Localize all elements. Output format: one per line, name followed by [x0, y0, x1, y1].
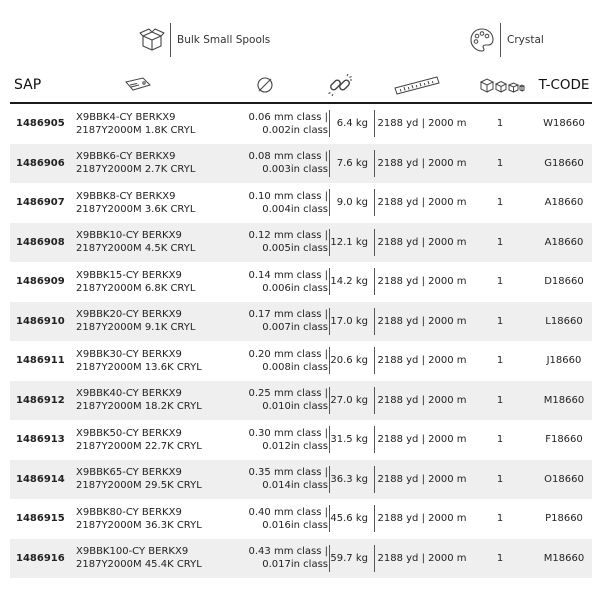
diameter-mm: 0.08 mm class |: [248, 151, 328, 163]
banner-divider: [170, 23, 171, 57]
diameter-mm: 0.10 mm class |: [248, 190, 328, 202]
diameter-mm: 0.06 mm class |: [248, 111, 328, 123]
description-line-1: X9BBK15-CY BERKX9: [76, 269, 182, 281]
breaking-strength-cell: 36.3 kg: [330, 473, 368, 485]
tcode-cell: F18660: [545, 434, 583, 446]
table-row: [10, 183, 592, 223]
banner-divider: [500, 23, 501, 57]
diameter-mm: 0.35 mm class |: [248, 467, 328, 479]
breaking-strength-cell: 12.1 kg: [330, 236, 368, 248]
breaking-strength-cell: 6.4 kg: [336, 118, 368, 130]
diameter-cell: [218, 460, 328, 500]
tcode-cell: M18660: [543, 394, 585, 406]
description-cell: [76, 144, 226, 184]
description-cell: [76, 341, 226, 381]
table-row: [10, 499, 592, 539]
length-cell: 2188 yd | 2000 m: [377, 197, 467, 209]
description-line-2: 2187Y2000M 2.7K CRYL: [76, 164, 196, 176]
description-cell: [76, 223, 226, 263]
top-banner: [0, 0, 600, 60]
description-line-1: X9BBK6-CY BERKX9: [76, 151, 176, 163]
product-table: [10, 104, 592, 578]
length-cell: 2188 yd | 2000 m: [377, 434, 467, 446]
quantity-cell: 1: [496, 236, 504, 248]
tcode-cell: L18660: [545, 315, 583, 327]
diameter-cell: [218, 144, 328, 184]
description-line-2: 2187Y2000M 9.1K CRYL: [76, 322, 196, 334]
diameter-icon: [250, 68, 280, 102]
length-cell: 2188 yd | 2000 m: [377, 315, 467, 327]
quantity-cell: 1: [496, 157, 504, 169]
diameter-inch: 0.002in class: [262, 124, 328, 136]
description-line-2: 2187Y2000M 45.4K CRYL: [76, 559, 202, 571]
tcode-cell: J18660: [546, 355, 582, 367]
breaking-strength-cell: 27.0 kg: [330, 394, 368, 406]
length-cell: 2188 yd | 2000 m: [377, 276, 467, 288]
sap-cell: 1486915: [16, 513, 65, 525]
table-row: [10, 262, 592, 302]
sap-cell: 1486914: [16, 473, 65, 485]
description-line-2: 2187Y2000M 36.3K CRYL: [76, 519, 202, 531]
diameter-cell: [218, 420, 328, 460]
description-line-1: X9BBK10-CY BERKX9: [76, 230, 182, 242]
diameter-inch: 0.004in class: [262, 203, 328, 215]
breaking-strength-cell: 7.6 kg: [336, 157, 368, 169]
tag-label-icon: [118, 68, 158, 102]
description-cell: [76, 104, 226, 144]
quantity-cell: 1: [496, 355, 504, 367]
quantity-cell: 1: [496, 118, 504, 130]
sap-cell: 1486910: [16, 315, 65, 327]
quantity-cell: 1: [496, 552, 504, 564]
length-cell: 2188 yd | 2000 m: [377, 157, 467, 169]
diameter-inch: 0.017in class: [262, 559, 328, 571]
description-cell: [76, 539, 226, 579]
diameter-mm: 0.20 mm class |: [248, 348, 328, 360]
length-cell: 2188 yd | 2000 m: [377, 394, 467, 406]
diameter-mm: 0.40 mm class |: [248, 506, 328, 518]
diameter-inch: 0.006in class: [262, 282, 328, 294]
length-cell: 2188 yd | 2000 m: [377, 236, 467, 248]
tcode-cell: O18660: [544, 473, 584, 485]
diameter-cell: [218, 381, 328, 421]
diameter-cell: [218, 262, 328, 302]
diameter-cell: [218, 104, 328, 144]
sap-cell: 1486912: [16, 394, 65, 406]
boxes-icon: [478, 68, 526, 102]
header-tcode: T-CODE: [538, 77, 590, 93]
sap-cell: 1486909: [16, 276, 65, 288]
breaking-strength-cell: 45.6 kg: [330, 513, 368, 525]
length-cell: 2188 yd | 2000 m: [377, 118, 467, 130]
diameter-inch: 0.008in class: [262, 361, 328, 373]
crystal-label: Crystal: [507, 34, 544, 46]
tcode-cell: G18660: [544, 157, 584, 169]
diameter-cell: [218, 341, 328, 381]
tcode-cell: W18660: [543, 118, 585, 130]
sap-cell: 1486906: [16, 157, 65, 169]
sap-cell: 1486916: [16, 552, 65, 564]
diameter-inch: 0.005in class: [262, 243, 328, 255]
diameter-inch: 0.014in class: [262, 480, 328, 492]
diameter-cell: [218, 183, 328, 223]
sap-cell: 1486907: [16, 197, 65, 209]
length-cell: 2188 yd | 2000 m: [377, 355, 467, 367]
tcode-cell: D18660: [544, 276, 584, 288]
description-line-2: 2187Y2000M 1.8K CRYL: [76, 124, 196, 136]
breaking-strength-cell: 31.5 kg: [330, 434, 368, 446]
sap-cell: 1486911: [16, 355, 65, 367]
quantity-cell: 1: [496, 197, 504, 209]
length-cell: 2188 yd | 2000 m: [377, 513, 467, 525]
diameter-inch: 0.012in class: [262, 440, 328, 452]
sap-cell: 1486908: [16, 236, 65, 248]
diameter-mm: 0.43 mm class |: [248, 546, 328, 558]
description-line-1: X9BBK100-CY BERKX9: [76, 546, 189, 558]
description-line-2: 2187Y2000M 29.5K CRYL: [76, 480, 202, 492]
description-line-1: X9BBK4-CY BERKX9: [76, 111, 176, 123]
diameter-cell: [218, 499, 328, 539]
category-bulk-small-spools: [138, 22, 270, 58]
description-line-2: 2187Y2000M 6.8K CRYL: [76, 282, 196, 294]
description-line-2: 2187Y2000M 3.6K CRYL: [76, 203, 196, 215]
diameter-mm: 0.12 mm class |: [248, 230, 328, 242]
palette-icon: [468, 26, 496, 54]
table-row: [10, 144, 592, 184]
description-line-2: 2187Y2000M 22.7K CRYL: [76, 440, 202, 452]
diameter-inch: 0.016in class: [262, 519, 328, 531]
sap-cell: 1486905: [16, 118, 65, 130]
description-cell: [76, 460, 226, 500]
quantity-cell: 1: [496, 276, 504, 288]
breaking-strength-cell: 17.0 kg: [330, 315, 368, 327]
description-cell: [76, 302, 226, 342]
description-line-1: X9BBK80-CY BERKX9: [76, 506, 182, 518]
chain-link-icon: [322, 68, 358, 102]
description-line-1: X9BBK40-CY BERKX9: [76, 388, 182, 400]
tcode-cell: A18660: [544, 197, 584, 209]
quantity-cell: 1: [496, 315, 504, 327]
table-row: [10, 341, 592, 381]
diameter-cell: [218, 223, 328, 263]
description-cell: [76, 183, 226, 223]
category-crystal: [468, 22, 544, 58]
sap-cell: 1486913: [16, 434, 65, 446]
table-row: [10, 420, 592, 460]
description-cell: [76, 420, 226, 460]
header-sap: SAP: [14, 77, 42, 93]
table-row: [10, 460, 592, 500]
breaking-strength-cell: 59.7 kg: [330, 552, 368, 564]
table-row: [10, 223, 592, 263]
description-line-1: X9BBK20-CY BERKX9: [76, 309, 182, 321]
description-cell: [76, 499, 226, 539]
table-row: [10, 104, 592, 144]
breaking-strength-cell: 20.6 kg: [330, 355, 368, 367]
description-line-2: 2187Y2000M 4.5K CRYL: [76, 243, 196, 255]
length-cell: 2188 yd | 2000 m: [377, 552, 467, 564]
table-row: [10, 539, 592, 579]
table-row: [10, 381, 592, 421]
quantity-cell: 1: [496, 513, 504, 525]
table-header: [0, 68, 600, 102]
description-line-2: 2187Y2000M 13.6K CRYL: [76, 361, 202, 373]
ruler-icon: [392, 68, 442, 102]
quantity-cell: 1: [496, 394, 504, 406]
description-cell: [76, 262, 226, 302]
quantity-cell: 1: [496, 434, 504, 446]
description-line-1: X9BBK8-CY BERKX9: [76, 190, 176, 202]
diameter-cell: [218, 302, 328, 342]
breaking-strength-cell: 9.0 kg: [336, 197, 368, 209]
box-icon: [138, 26, 166, 54]
diameter-inch: 0.010in class: [262, 401, 328, 413]
diameter-mm: 0.30 mm class |: [248, 427, 328, 439]
table-row: [10, 302, 592, 342]
diameter-inch: 0.003in class: [262, 164, 328, 176]
diameter-inch: 0.007in class: [262, 322, 328, 334]
breaking-strength-cell: 14.2 kg: [330, 276, 368, 288]
tcode-cell: P18660: [545, 513, 583, 525]
description-cell: [76, 381, 226, 421]
description-line-2: 2187Y2000M 18.2K CRYL: [76, 401, 202, 413]
length-cell: 2188 yd | 2000 m: [377, 473, 467, 485]
description-line-1: X9BBK30-CY BERKX9: [76, 348, 182, 360]
diameter-mm: 0.14 mm class |: [248, 269, 328, 281]
description-line-1: X9BBK50-CY BERKX9: [76, 427, 182, 439]
diameter-mm: 0.25 mm class |: [248, 388, 328, 400]
bulk-small-spools-label: Bulk Small Spools: [177, 34, 271, 46]
description-line-1: X9BBK65-CY BERKX9: [76, 467, 182, 479]
diameter-mm: 0.17 mm class |: [248, 309, 328, 321]
diameter-cell: [218, 539, 328, 579]
tcode-cell: A18660: [544, 236, 584, 248]
quantity-cell: 1: [496, 473, 504, 485]
tcode-cell: M18660: [543, 552, 585, 564]
